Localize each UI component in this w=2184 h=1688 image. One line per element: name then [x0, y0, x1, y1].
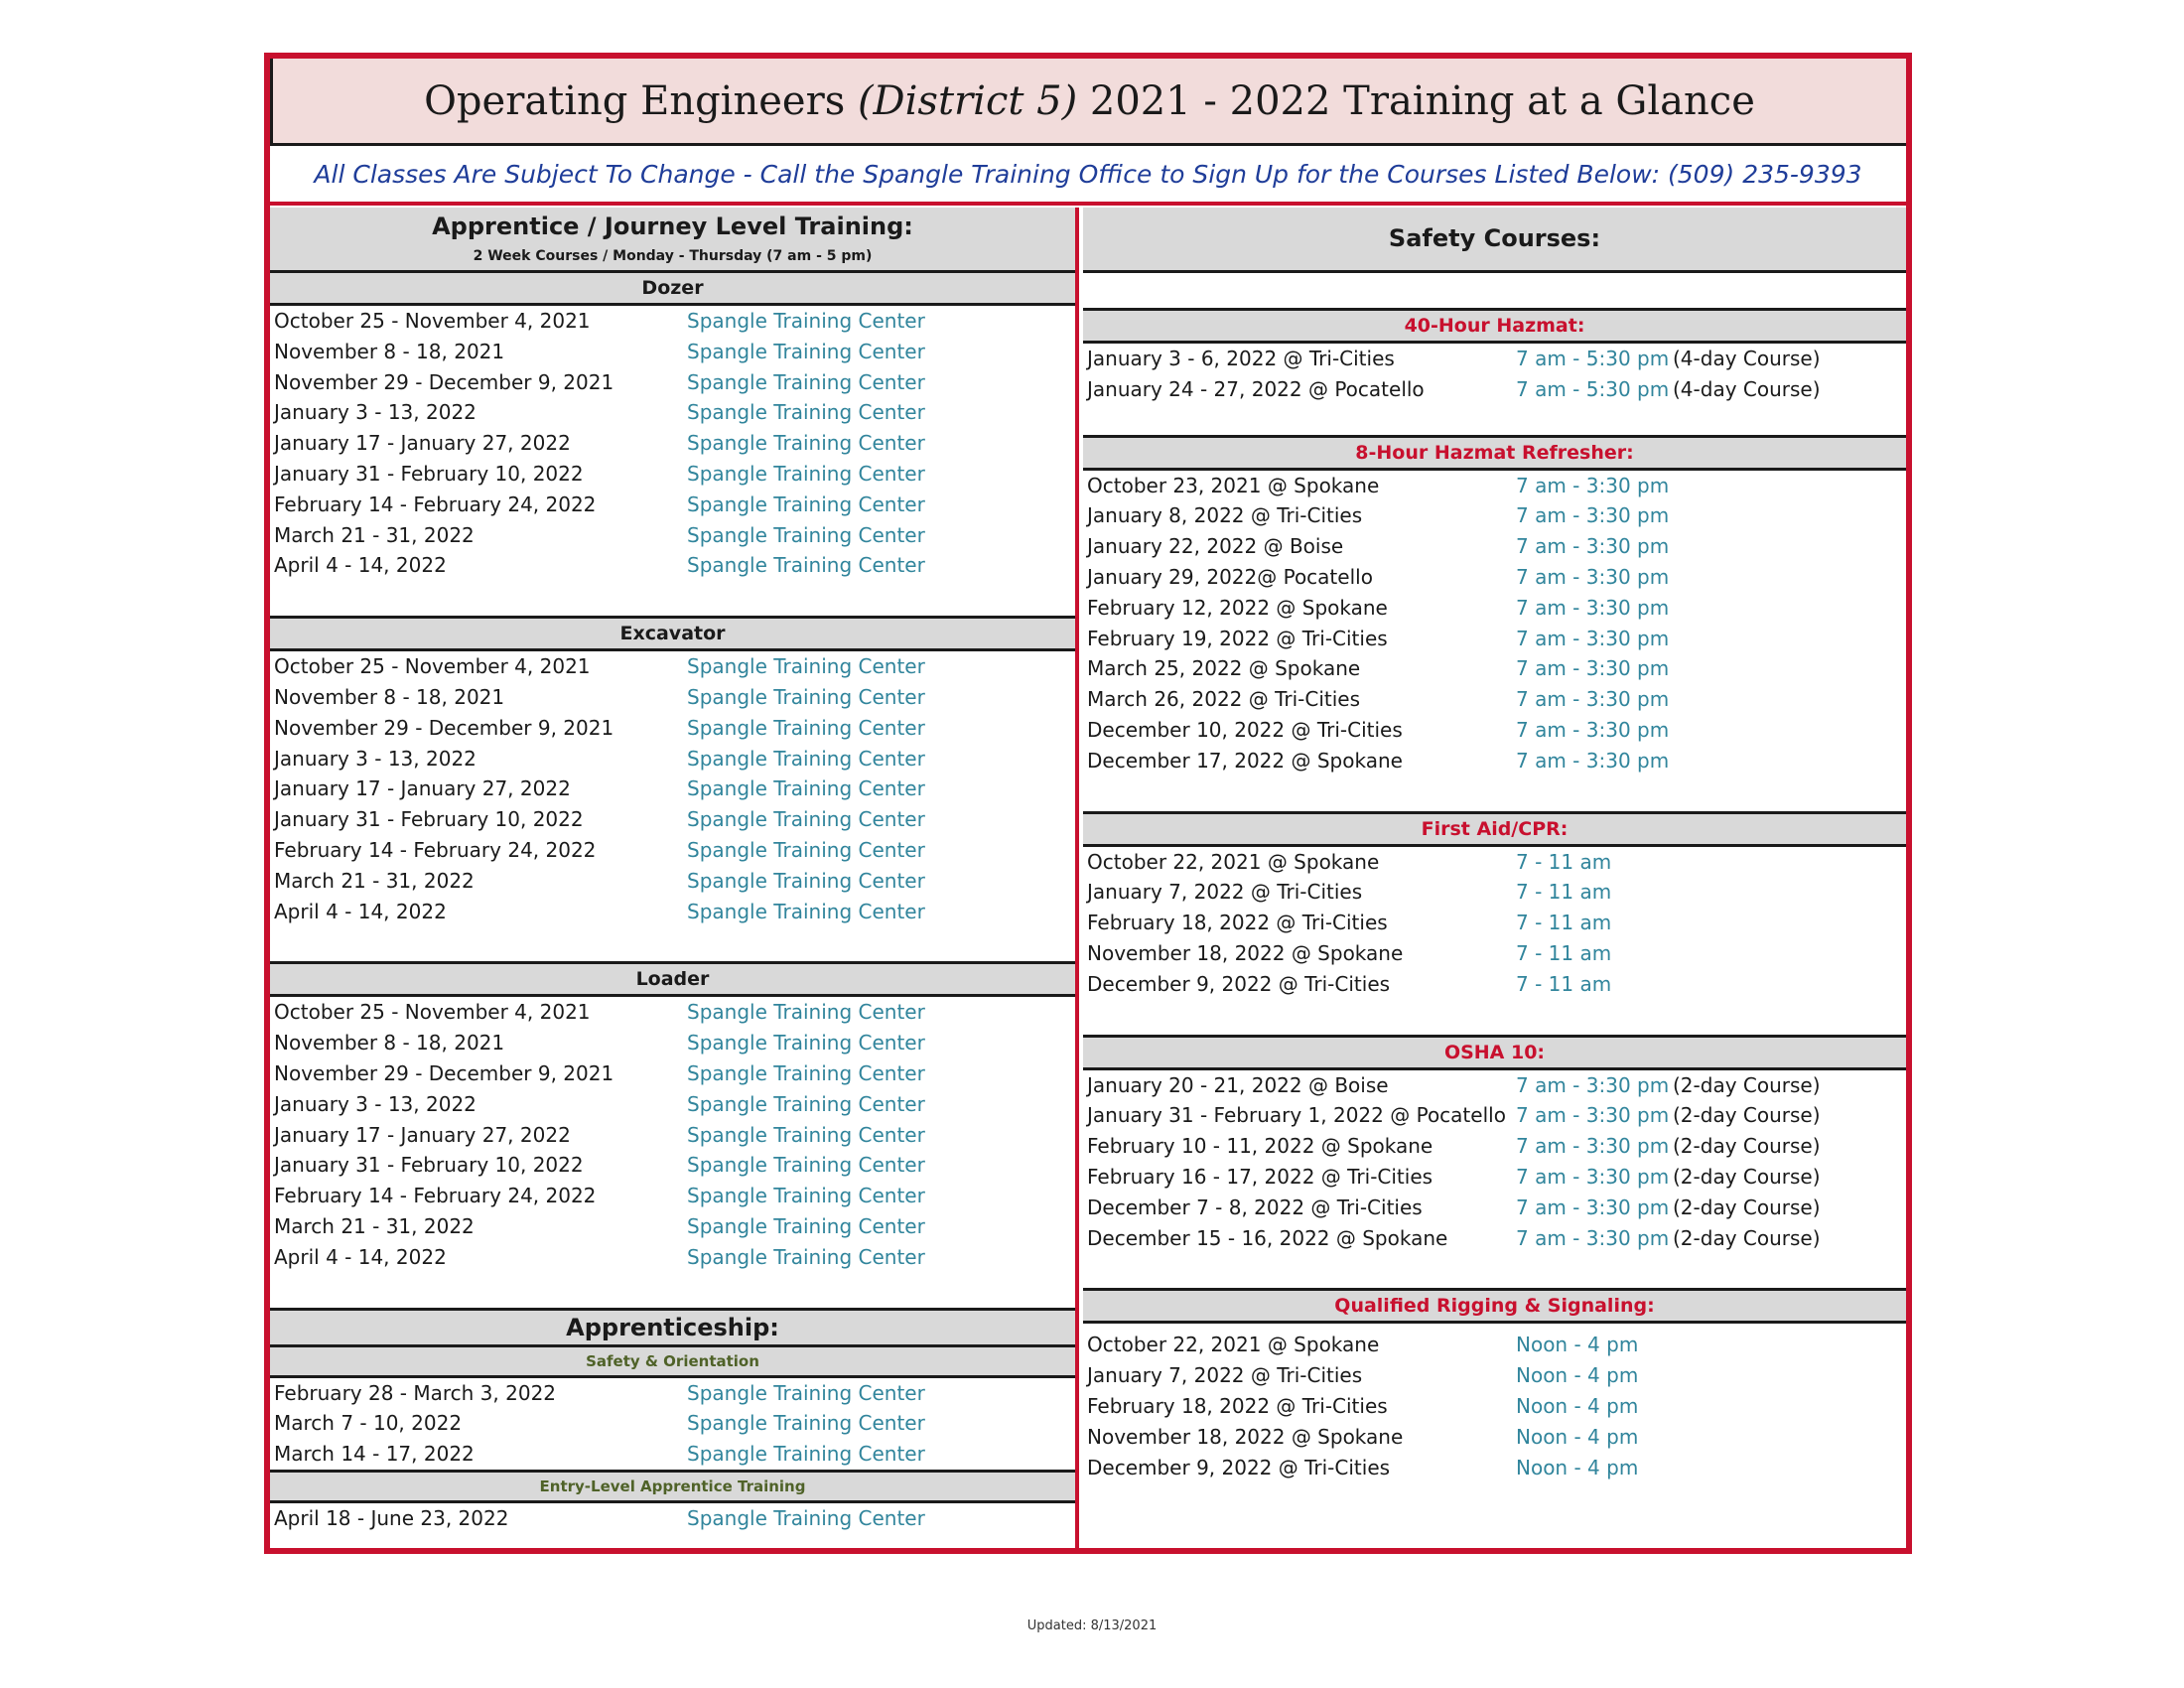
- schedule-row: [270, 1408, 1075, 1439]
- course-row: [1083, 1131, 1906, 1162]
- class-dates: April 4 - 14, 2022: [274, 553, 447, 578]
- schedule-row: [270, 490, 1075, 520]
- course-date-location: February 18, 2022 @ Tri-Cities: [1087, 911, 1388, 935]
- schedule-row: [270, 866, 1075, 897]
- course-date-location: October 23, 2021 @ Spokane: [1087, 473, 1380, 497]
- course-row: [1083, 562, 1906, 593]
- schedule-row: [270, 1120, 1075, 1151]
- course-date-location: December 10, 2022 @ Tri-Cities: [1087, 717, 1403, 742]
- schedule-row: [270, 1058, 1075, 1089]
- schedule-row: [270, 1181, 1075, 1211]
- course-time: Noon - 4 pm: [1516, 1363, 1639, 1388]
- course-time: 7 am - 3:30 pm: [1516, 1225, 1670, 1250]
- course-duration: (2-day Course): [1673, 1134, 1821, 1159]
- apprentice-journey-heading: Apprentice / Journey Level Training:: [432, 212, 913, 240]
- class-location: Spangle Training Center: [687, 522, 925, 547]
- class-location: Spangle Training Center: [687, 837, 925, 862]
- class-location: Spangle Training Center: [687, 654, 925, 679]
- course-time: 7 am - 3:30 pm: [1516, 564, 1670, 589]
- course-duration: (4-day Course): [1673, 347, 1821, 370]
- excavator-list: [270, 651, 1075, 926]
- hazmat40-header: 40-Hour Hazmat:: [1083, 311, 1906, 344]
- course-row: [1083, 877, 1906, 908]
- apprentice-journey-subheading: 2 Week Courses / Monday - Thursday (7 am - 5 pm): [473, 248, 873, 264]
- class-location: Spangle Training Center: [687, 807, 925, 832]
- course-date-location: February 12, 2022 @ Spokane: [1087, 595, 1388, 620]
- class-dates: November 8 - 18, 2021: [274, 684, 505, 709]
- course-date-location: March 26, 2022 @ Tri-Cities: [1087, 687, 1361, 712]
- class-dates: November 29 - December 9, 2021: [274, 1060, 614, 1085]
- class-location: Spangle Training Center: [687, 1091, 925, 1116]
- class-location: Spangle Training Center: [687, 553, 925, 578]
- course-date-location: January 8, 2022 @ Tri-Cities: [1087, 503, 1363, 528]
- course-row: [1083, 746, 1906, 776]
- course-row: [1083, 1223, 1906, 1254]
- class-location: Spangle Training Center: [687, 1060, 925, 1085]
- rigging-header: Qualified Rigging & Signaling:: [1083, 1288, 1906, 1324]
- osha-list: [1083, 1070, 1906, 1254]
- class-dates: January 3 - 13, 2022: [274, 400, 477, 425]
- schedule-row: [270, 744, 1075, 774]
- class-dates: February 28 - March 3, 2022: [274, 1380, 557, 1405]
- class-dates: March 21 - 31, 2022: [274, 1213, 475, 1238]
- course-time: Noon - 4 pm: [1516, 1333, 1639, 1357]
- course-time: 7 am - 3:30 pm: [1516, 687, 1670, 712]
- course-time: 7 am - 5:30 pm: [1516, 376, 1670, 401]
- class-dates: January 3 - 13, 2022: [274, 746, 477, 771]
- course-row: [1083, 1422, 1906, 1453]
- firstaid-header: First Aid/CPR:: [1083, 811, 1906, 847]
- schedule-row: [270, 682, 1075, 713]
- course-date-location: January 22, 2022 @ Boise: [1087, 534, 1344, 559]
- dozer-list: [270, 306, 1075, 581]
- safety-courses-column: [1083, 208, 1906, 1548]
- course-row: [1083, 500, 1906, 531]
- subtitle-band: [270, 146, 1906, 206]
- class-location: Spangle Training Center: [687, 492, 925, 516]
- course-time: Noon - 4 pm: [1516, 1424, 1639, 1449]
- course-time: 7 am - 3:30 pm: [1516, 717, 1670, 742]
- class-dates: January 17 - January 27, 2022: [274, 776, 571, 801]
- course-row: [1083, 1100, 1906, 1131]
- course-date-location: January 7, 2022 @ Tri-Cities: [1087, 1363, 1363, 1388]
- class-dates: April 4 - 14, 2022: [274, 899, 447, 923]
- course-row: [1083, 531, 1906, 562]
- course-date-location: February 19, 2022 @ Tri-Cities: [1087, 626, 1388, 650]
- schedule-row: [270, 897, 1075, 927]
- course-time: 7 am - 3:30 pm: [1516, 473, 1670, 497]
- course-time: 7 am - 3:30 pm: [1516, 1103, 1670, 1128]
- course-row: [1083, 1070, 1906, 1101]
- class-location: Spangle Training Center: [687, 1213, 925, 1238]
- hazmat40-list: [1083, 344, 1906, 405]
- class-location: Spangle Training Center: [687, 776, 925, 801]
- schedule-row: [270, 520, 1075, 551]
- course-row: [1083, 624, 1906, 654]
- course-row: [1083, 653, 1906, 684]
- course-date-location: October 22, 2021 @ Spokane: [1087, 849, 1380, 874]
- course-date-location: January 31 - February 1, 2022 @ Pocatello: [1087, 1103, 1506, 1128]
- firstaid-list: [1083, 847, 1906, 1000]
- course-time: 7 am - 3:30 pm: [1516, 534, 1670, 559]
- schedule-row: [270, 774, 1075, 804]
- page-title: Operating Engineers (District 5) 2021 - 2022 Training at a Glance: [424, 77, 1755, 124]
- course-row: [1083, 344, 1906, 374]
- class-dates: April 4 - 14, 2022: [274, 1244, 447, 1269]
- course-time: 7 - 11 am: [1516, 849, 1612, 874]
- schedule-row: [270, 835, 1075, 866]
- class-location: Spangle Training Center: [687, 715, 925, 740]
- class-dates: March 21 - 31, 2022: [274, 868, 475, 893]
- safety-courses-header: [1083, 208, 1906, 273]
- schedule-row: [270, 428, 1075, 459]
- course-row: [1083, 684, 1906, 715]
- class-dates: February 14 - February 24, 2022: [274, 1184, 597, 1208]
- excavator-section-header: Excavator: [270, 616, 1075, 651]
- class-location: Spangle Training Center: [687, 868, 925, 893]
- course-time: 7 - 11 am: [1516, 940, 1612, 965]
- schedule-row: [270, 397, 1075, 428]
- class-dates: January 17 - January 27, 2022: [274, 431, 571, 456]
- class-location: Spangle Training Center: [687, 1153, 925, 1178]
- course-row: [1083, 1193, 1906, 1223]
- course-row: [1083, 1391, 1906, 1422]
- class-dates: October 25 - November 4, 2021: [274, 654, 591, 679]
- safety-courses-heading: Safety Courses:: [1388, 224, 1601, 252]
- class-dates: February 14 - February 24, 2022: [274, 492, 597, 516]
- class-location: Spangle Training Center: [687, 1184, 925, 1208]
- page-subtitle: All Classes Are Subject To Change - Call the Spangle Training Office to Sign Up for the Courses Listed Below: (509) 235-9393: [314, 159, 1862, 189]
- class-dates: November 29 - December 9, 2021: [274, 369, 614, 394]
- course-row: [1083, 593, 1906, 624]
- course-time: 7 - 11 am: [1516, 880, 1612, 905]
- loader-list: [270, 997, 1075, 1272]
- class-location: Spangle Training Center: [687, 431, 925, 456]
- class-location: Spangle Training Center: [687, 684, 925, 709]
- course-row: [1083, 847, 1906, 878]
- course-time: 7 am - 3:30 pm: [1516, 656, 1670, 681]
- class-location: Spangle Training Center: [687, 1380, 925, 1405]
- class-dates: October 25 - November 4, 2021: [274, 1000, 591, 1025]
- course-row: [1083, 374, 1906, 405]
- class-location: Spangle Training Center: [687, 1000, 925, 1025]
- course-row: [1083, 715, 1906, 746]
- course-row: [1083, 908, 1906, 938]
- class-location: Spangle Training Center: [687, 1505, 925, 1530]
- course-row: [1083, 1330, 1906, 1360]
- training-schedule-sheet: [264, 53, 1912, 1554]
- course-row: [1083, 938, 1906, 969]
- course-date-location: February 16 - 17, 2022 @ Tri-Cities: [1087, 1164, 1433, 1189]
- course-time: 7 am - 5:30 pm: [1516, 347, 1670, 370]
- course-time: 7 am - 3:30 pm: [1516, 595, 1670, 620]
- class-location: Spangle Training Center: [687, 400, 925, 425]
- course-date-location: January 29, 2022@ Pocatello: [1087, 564, 1373, 589]
- class-dates: January 17 - January 27, 2022: [274, 1122, 571, 1147]
- course-row: [1083, 1453, 1906, 1483]
- course-date-location: December 9, 2022 @ Tri-Cities: [1087, 1455, 1391, 1479]
- class-location: Spangle Training Center: [687, 899, 925, 923]
- schedule-row: [270, 713, 1075, 744]
- class-dates: November 29 - December 9, 2021: [274, 715, 614, 740]
- course-date-location: October 22, 2021 @ Spokane: [1087, 1333, 1380, 1357]
- safety-orientation-header: Safety & Orientation: [270, 1347, 1075, 1378]
- course-row: [1083, 471, 1906, 501]
- class-location: Spangle Training Center: [687, 1031, 925, 1055]
- course-row: [1083, 1162, 1906, 1193]
- class-dates: March 21 - 31, 2022: [274, 522, 475, 547]
- course-date-location: December 9, 2022 @ Tri-Cities: [1087, 971, 1391, 996]
- course-time: 7 - 11 am: [1516, 971, 1612, 996]
- schedule-row: [270, 367, 1075, 398]
- class-location: Spangle Training Center: [687, 746, 925, 771]
- class-location: Spangle Training Center: [687, 1411, 925, 1436]
- rigging-list: [1083, 1330, 1906, 1482]
- course-date-location: November 18, 2022 @ Spokane: [1087, 940, 1404, 965]
- class-location: Spangle Training Center: [687, 1442, 925, 1467]
- schedule-row: [270, 550, 1075, 581]
- class-location: Spangle Training Center: [687, 461, 925, 486]
- schedule-row: [270, 1150, 1075, 1181]
- course-date-location: December 15 - 16, 2022 @ Spokane: [1087, 1225, 1448, 1250]
- course-duration: (2-day Course): [1673, 1225, 1821, 1250]
- schedule-row: [270, 1503, 1075, 1534]
- schedule-row: [270, 1242, 1075, 1273]
- course-date-location: January 3 - 6, 2022 @ Tri-Cities: [1087, 347, 1395, 370]
- course-time: 7 am - 3:30 pm: [1516, 1195, 1670, 1219]
- course-time: 7 am - 3:30 pm: [1516, 626, 1670, 650]
- course-duration: (4-day Course): [1673, 376, 1821, 401]
- schedule-row: [270, 804, 1075, 835]
- schedule-row: [270, 459, 1075, 490]
- class-dates: January 3 - 13, 2022: [274, 1091, 477, 1116]
- schedule-row: [270, 997, 1075, 1028]
- dozer-section-header: Dozer: [270, 273, 1075, 306]
- course-date-location: November 18, 2022 @ Spokane: [1087, 1424, 1404, 1449]
- schedule-row: [270, 1378, 1075, 1409]
- course-time: 7 am - 3:30 pm: [1516, 503, 1670, 528]
- safety-orientation-list: [270, 1378, 1075, 1470]
- course-time: 7 am - 3:30 pm: [1516, 1134, 1670, 1159]
- course-date-location: December 7 - 8, 2022 @ Tri-Cities: [1087, 1195, 1423, 1219]
- updated-note: Updated: 8/13/2021: [1026, 1618, 1158, 1633]
- course-time: Noon - 4 pm: [1516, 1393, 1639, 1418]
- schedule-row: [270, 1439, 1075, 1470]
- class-dates: January 31 - February 10, 2022: [274, 807, 584, 832]
- class-dates: January 31 - February 10, 2022: [274, 461, 584, 486]
- class-dates: April 18 - June 23, 2022: [274, 1505, 509, 1530]
- course-date-location: February 10 - 11, 2022 @ Spokane: [1087, 1134, 1433, 1159]
- class-dates: March 14 - 17, 2022: [274, 1442, 475, 1467]
- osha-header: OSHA 10:: [1083, 1035, 1906, 1070]
- class-location: Spangle Training Center: [687, 1244, 925, 1269]
- course-time: 7 am - 3:30 pm: [1516, 1164, 1670, 1189]
- hazmat8-header: 8-Hour Hazmat Refresher:: [1083, 435, 1906, 471]
- schedule-row: [270, 1028, 1075, 1058]
- course-time: Noon - 4 pm: [1516, 1455, 1639, 1479]
- class-dates: March 7 - 10, 2022: [274, 1411, 463, 1436]
- course-date-location: February 18, 2022 @ Tri-Cities: [1087, 1393, 1388, 1418]
- hazmat8-list: [1083, 471, 1906, 776]
- class-dates: February 14 - February 24, 2022: [274, 837, 597, 862]
- course-time: 7 am - 3:30 pm: [1516, 748, 1670, 773]
- course-date-location: January 20 - 21, 2022 @ Boise: [1087, 1072, 1389, 1097]
- course-date-location: January 7, 2022 @ Tri-Cities: [1087, 880, 1363, 905]
- schedule-row: [270, 1211, 1075, 1242]
- course-duration: (2-day Course): [1673, 1164, 1821, 1189]
- schedule-row: [270, 306, 1075, 337]
- class-location: Spangle Training Center: [687, 309, 925, 333]
- course-row: [1083, 1360, 1906, 1391]
- apprentice-journey-column: [270, 208, 1079, 1548]
- course-time: 7 am - 3:30 pm: [1516, 1072, 1670, 1097]
- course-duration: (2-day Course): [1673, 1103, 1821, 1128]
- loader-section-header: Loader: [270, 961, 1075, 997]
- class-location: Spangle Training Center: [687, 1122, 925, 1147]
- class-dates: November 8 - 18, 2021: [274, 339, 505, 363]
- course-date-location: January 24 - 27, 2022 @ Pocatello: [1087, 376, 1425, 401]
- class-dates: October 25 - November 4, 2021: [274, 309, 591, 333]
- title-band: [270, 59, 1906, 146]
- class-location: Spangle Training Center: [687, 339, 925, 363]
- schedule-row: [270, 1089, 1075, 1120]
- entry-level-header: Entry-Level Apprentice Training: [270, 1470, 1075, 1503]
- schedule-row: [270, 651, 1075, 682]
- apprenticeship-section-header: Apprenticeship:: [270, 1308, 1075, 1347]
- entry-level-list: [270, 1503, 1075, 1534]
- course-duration: (2-day Course): [1673, 1195, 1821, 1219]
- class-dates: November 8 - 18, 2021: [274, 1031, 505, 1055]
- course-row: [1083, 969, 1906, 1000]
- course-duration: (2-day Course): [1673, 1072, 1821, 1097]
- class-location: Spangle Training Center: [687, 369, 925, 394]
- course-date-location: March 25, 2022 @ Spokane: [1087, 656, 1361, 681]
- apprentice-journey-header: [270, 208, 1075, 273]
- course-date-location: December 17, 2022 @ Spokane: [1087, 748, 1403, 773]
- schedule-row: [270, 337, 1075, 367]
- class-dates: January 31 - February 10, 2022: [274, 1153, 584, 1178]
- course-time: 7 - 11 am: [1516, 911, 1612, 935]
